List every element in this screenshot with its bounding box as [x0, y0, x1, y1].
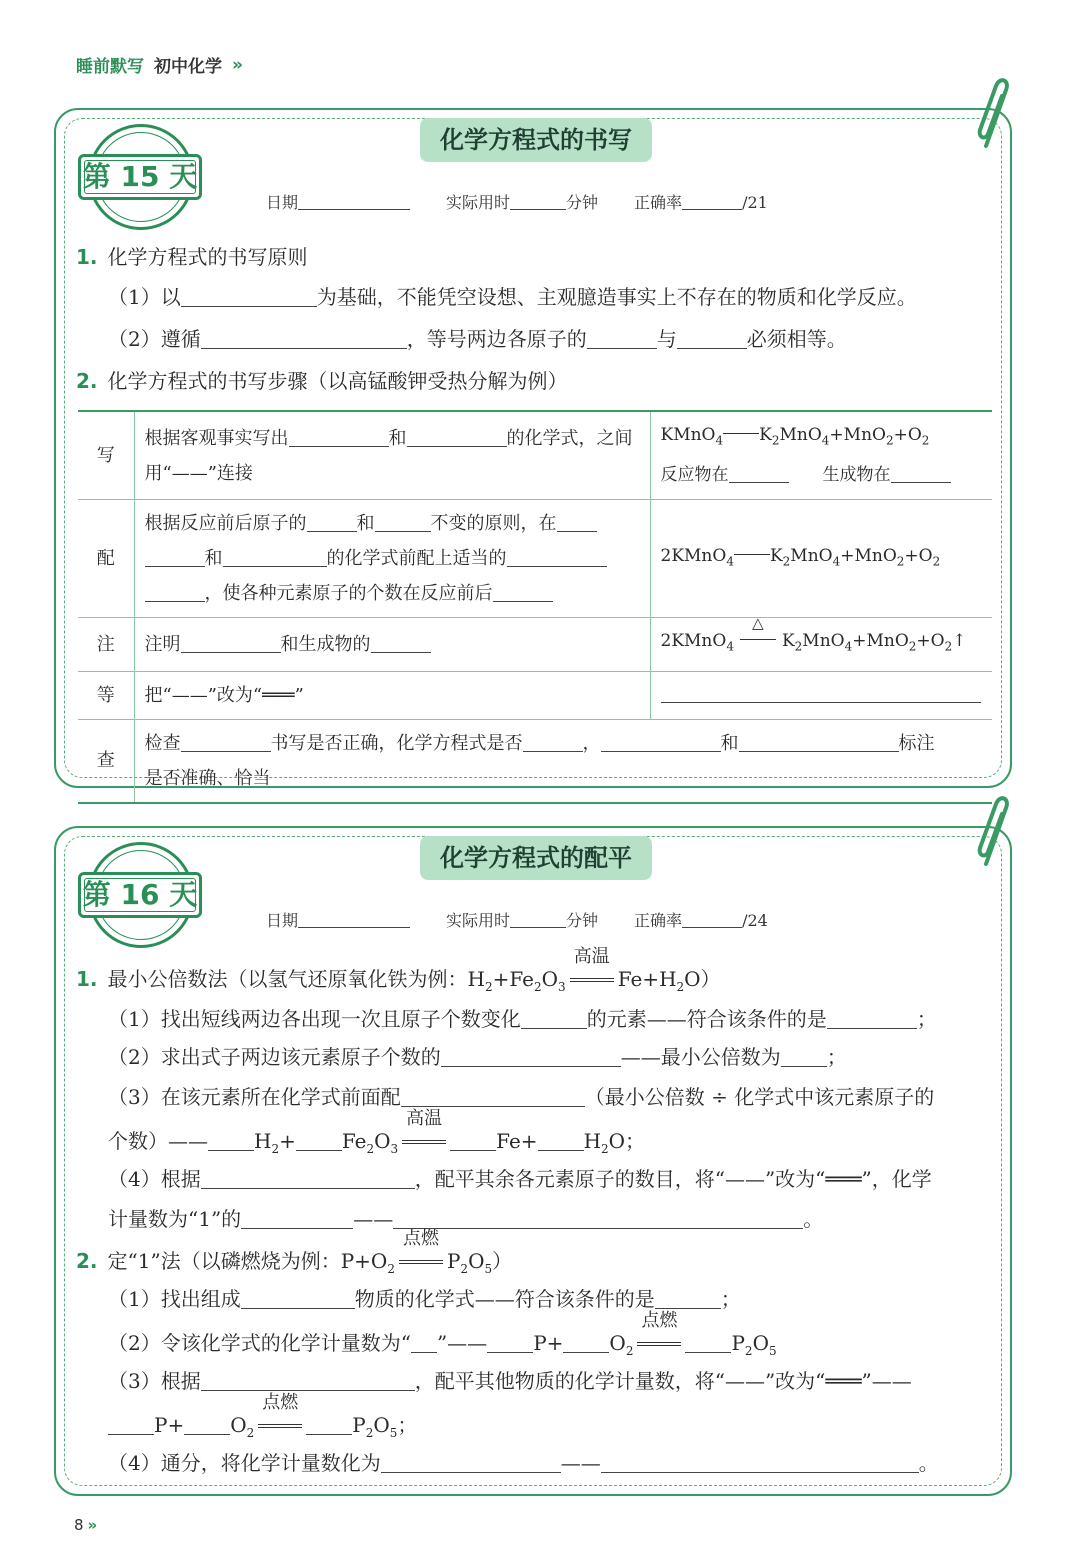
blank[interactable]: [450, 1131, 496, 1151]
blank[interactable]: [108, 1415, 154, 1435]
q-text: 与: [656, 327, 677, 351]
table-row: [78, 719, 992, 803]
q-text: （1）以: [108, 285, 181, 309]
accuracy-field[interactable]: [682, 912, 742, 928]
meta-row: [266, 908, 768, 931]
question-2: 2. 定“1”法（以磷燃烧为例：$P+O_2$ 点燃 $P_2O_5$）: [76, 1228, 513, 1276]
row-equation: 2KMnO$_4$ $K_2MnO_4+MnO_2+O_2$: [650, 500, 992, 618]
question-1-3: （3）在该元素所在化学式前面配 （最小公倍数 ÷ 化学式中该元素原子的: [108, 1085, 935, 1109]
blank[interactable]: [493, 582, 553, 602]
page-number: [74, 1516, 97, 1534]
question-2-1: （1）找出组成 物质的化学式——符合该条件的是 ；: [108, 1287, 741, 1311]
row-label: 写: [78, 411, 134, 500]
question-1-1: [108, 284, 917, 310]
time-label: 实际用时: [446, 911, 511, 930]
blank[interactable]: [381, 1453, 561, 1473]
blank[interactable]: [181, 633, 281, 653]
blank[interactable]: [145, 547, 205, 567]
accuracy-label: 正确率: [634, 911, 683, 930]
blank[interactable]: [685, 1333, 731, 1353]
footer-arrows: »: [87, 1516, 98, 1534]
row-desc: 根据反应前后原子的 和 不变的原则，在和 的化学式前配上适当的，使各种元素原子的个数在反应前后: [134, 500, 650, 618]
table-row: [78, 671, 992, 719]
blank[interactable]: [587, 329, 657, 349]
q-text: 必须相等。: [746, 327, 847, 351]
accuracy-label: 正确率: [634, 193, 683, 212]
blank[interactable]: [375, 512, 431, 532]
question-1-4: （4）根据 ，配平其余各元素原子的数目，将“——”改为“═══”，化学: [108, 1167, 932, 1191]
date-label: 日期: [266, 911, 299, 930]
blank[interactable]: [507, 547, 607, 567]
blank[interactable]: [677, 329, 747, 349]
date-field[interactable]: [298, 194, 410, 210]
blank[interactable]: [393, 1209, 803, 1229]
accuracy-total: /21: [742, 193, 768, 212]
blank[interactable]: [201, 1169, 415, 1189]
accuracy-total: /24: [742, 911, 768, 930]
blank[interactable]: [441, 1047, 621, 1067]
steps-table: [78, 410, 992, 804]
day15-card: [54, 108, 1012, 788]
blank[interactable]: [145, 582, 205, 602]
question-1-1: （1）找出短线两边各出现一次且原子个数变化 的元素——符合该条件的是 ；: [108, 1007, 937, 1031]
day-badge: [78, 842, 202, 948]
q-text: 为基础，不能凭空设想、主观臆造事实上不存在的物质和化学反应。: [316, 285, 917, 309]
blank[interactable]: [184, 1415, 230, 1435]
day-label: 第 15 天: [78, 154, 202, 200]
blank[interactable]: [739, 732, 899, 752]
blank[interactable]: [201, 329, 407, 349]
blank[interactable]: [729, 463, 789, 483]
question-2-3: （3）根据 ，配平其他物质的化学计量数，将“——”改为“═══”——: [108, 1369, 912, 1393]
blank[interactable]: [208, 1131, 254, 1151]
table-row: [78, 500, 992, 618]
paperclip-icon: [972, 76, 1018, 150]
section-title: 化学方程式的配平: [420, 836, 652, 880]
table-row: [78, 618, 992, 671]
blank[interactable]: [401, 1087, 585, 1107]
row-desc: 根据客观事实写出 和 的化学式，之间用“——”连接: [134, 411, 650, 500]
blank[interactable]: [781, 1047, 827, 1067]
row-label: 查: [78, 719, 134, 803]
table-row: [78, 411, 992, 500]
q-text: ，等号两边各原子的: [406, 327, 587, 351]
page-number-text: 8: [74, 1516, 84, 1534]
blank[interactable]: [601, 1453, 919, 1473]
date-label: 日期: [266, 193, 299, 212]
blank[interactable]: [201, 1371, 415, 1391]
day-label: 第 16 天: [78, 872, 202, 918]
blank[interactable]: [181, 732, 271, 752]
blank[interactable]: [223, 547, 327, 567]
day-badge: [78, 124, 202, 230]
paperclip-icon: [972, 794, 1018, 868]
question-1-3b: 个数）—— $H_2+ Fe_2O_3$ 高温 $Fe+ H_2O$；: [108, 1108, 646, 1156]
meta-row: [266, 190, 768, 213]
page-header: [76, 52, 243, 77]
section-title: 化学方程式的书写: [420, 118, 652, 162]
question-1-2: （2）求出式子两边该元素原子个数的 ——最小公倍数为 ；: [108, 1045, 847, 1069]
minutes-label: 分钟: [566, 193, 599, 212]
blank[interactable]: [296, 1131, 342, 1151]
blank[interactable]: [487, 1333, 533, 1353]
blank[interactable]: [827, 1009, 917, 1029]
blank[interactable]: [563, 1333, 609, 1353]
row-desc: 把“——”改为“═══”: [134, 671, 650, 719]
blank[interactable]: [289, 427, 389, 447]
row-desc: 检查 书写是否正确，化学方程式是否 ， 和 标注 是否准确、恰当: [134, 719, 992, 803]
time-label: 实际用时: [446, 193, 511, 212]
blank[interactable]: [411, 1333, 437, 1353]
blank[interactable]: [557, 512, 597, 532]
blank[interactable]: [601, 732, 721, 752]
blank[interactable]: [655, 1289, 721, 1309]
question-text: 化学方程式的书写原则: [107, 245, 308, 269]
row-equation: 2KMnO$_4$ △ $K_2MnO_4+MnO_2+O_2↑$: [650, 618, 992, 671]
row-label: 等: [78, 671, 134, 719]
minutes-label: 分钟: [566, 911, 599, 930]
brand-text: 睡前默写: [76, 57, 144, 77]
time-field[interactable]: [510, 194, 566, 210]
question-1-4b: 计量数为“1”的 —— 。: [108, 1207, 824, 1231]
question-1-2: [108, 326, 847, 352]
blank[interactable]: [407, 427, 507, 447]
question-1: 1. 最小公倍数法（以氢气还原氧化铁为例：$H_2+Fe_2O_3$ 高温 $Fe+H_2O$）: [76, 946, 721, 994]
blank[interactable]: [241, 1209, 353, 1229]
accuracy-field[interactable]: [682, 194, 742, 210]
blank[interactable]: [521, 1009, 587, 1029]
q-text: （2）遵循: [108, 327, 201, 351]
blank[interactable]: [538, 1131, 584, 1151]
blank[interactable]: [371, 633, 431, 653]
subject-text: 初中化学: [154, 57, 222, 77]
blank[interactable]: [241, 1289, 355, 1309]
blank[interactable]: [181, 287, 317, 307]
date-field[interactable]: [298, 912, 410, 928]
time-field[interactable]: [510, 912, 566, 928]
question-2: 2. 化学方程式的书写步骤（以高锰酸钾受热分解为例）: [76, 369, 568, 393]
question-2-4: （4）通分，将化学计量数化为 —— 。: [108, 1451, 939, 1475]
header-arrows: »: [232, 54, 243, 75]
blank[interactable]: [891, 463, 951, 483]
row-equation: [650, 671, 992, 719]
question-text: 化学方程式的书写步骤（以高锰酸钾受热分解为例）: [107, 369, 568, 393]
question-1: 1. 化学方程式的书写原则: [76, 245, 308, 269]
day16-card: [54, 826, 1012, 1496]
blank[interactable]: [307, 512, 357, 532]
row-equation: KMnO$_4$ $K_2MnO_4+MnO_2+O_2$ 反应物在 生成物在: [650, 411, 992, 500]
row-desc: 注明 和生成物的: [134, 618, 650, 671]
row-label: 配: [78, 500, 134, 618]
blank[interactable]: [306, 1415, 352, 1435]
blank[interactable]: [523, 732, 583, 752]
row-label: 注: [78, 618, 134, 671]
blank[interactable]: [661, 683, 981, 703]
question-2-3b: $P+ O_2$ 点燃 $P_2O_5$；: [108, 1412, 417, 1446]
question-2-2: （2）令该化学式的化学计量数为“ ”—— $P+ O_2$ 点燃 $P_2O_5$: [108, 1310, 777, 1358]
